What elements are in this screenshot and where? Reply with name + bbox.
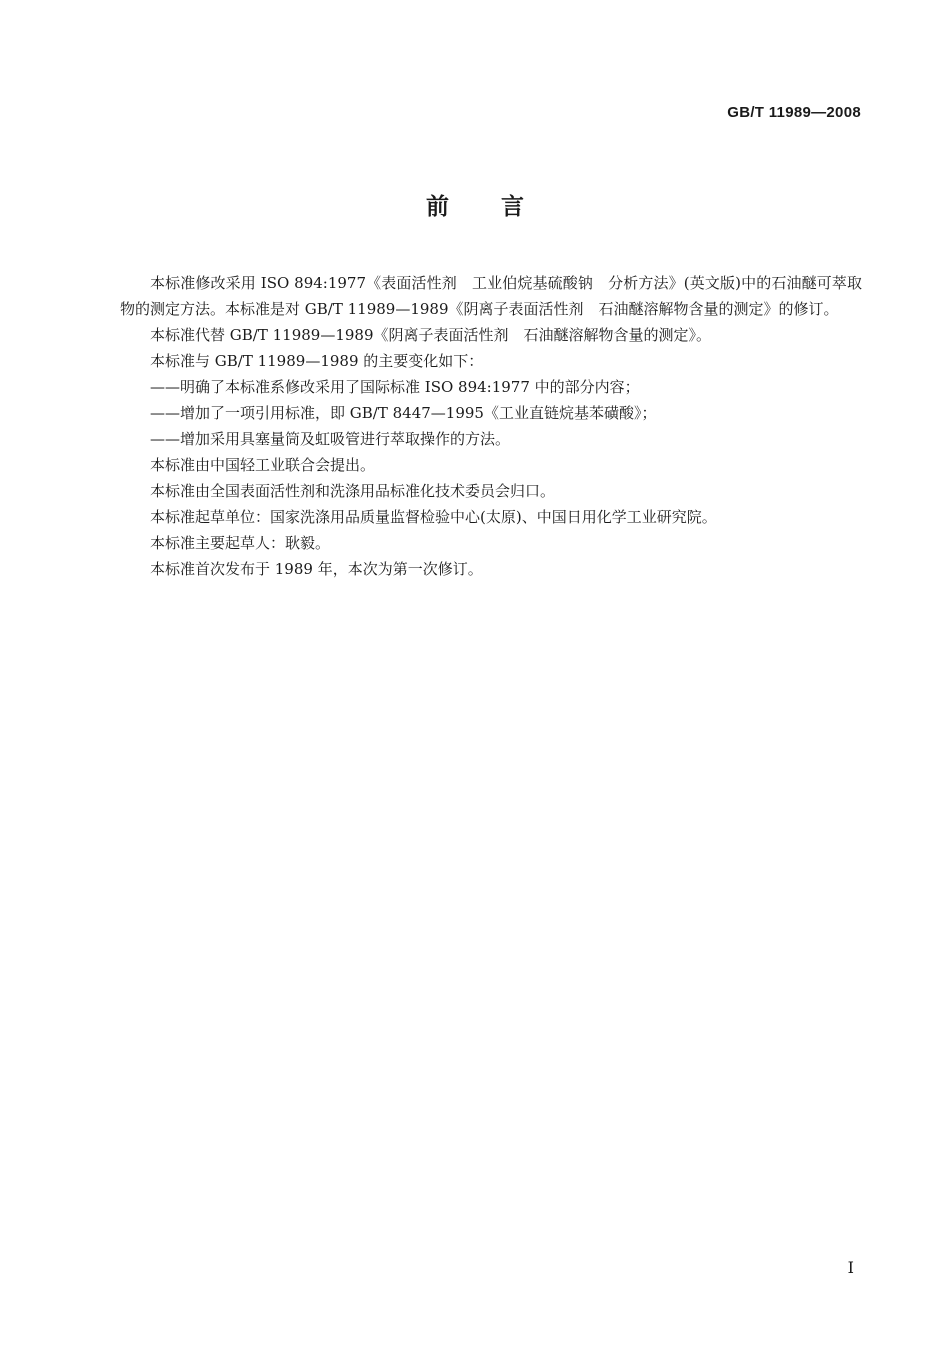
paragraph-history: 本标准首次发布于 1989 年，本次为第一次修订。	[150, 560, 483, 578]
paragraph-administered-by: 本标准由全国表面活性剂和洗涤用品标准化技术委员会归口。	[150, 482, 556, 500]
paragraph-adoption: 本标准修改采用 ISO 894:1977《表面活性剂 工业伯烷基硫酸钠 分析方法》(英文版)中的石油醚可萃取物的测定方法。本标准是对 GB/T 11989—1989《阴离子表面活性剂 石油醚溶解物含量的测定》的修订。	[120, 274, 862, 318]
page-number: I	[847, 1258, 854, 1277]
paragraph-changes-intro: 本标准与 GB/T 11989—1989 的主要变化如下：	[150, 352, 484, 370]
standard-code: GB/T 11989—2008	[727, 104, 861, 121]
list-item-change-3: ——增加采用具塞量筒及虹吸管进行萃取操作的方法。	[150, 430, 511, 448]
preface-body	[120, 270, 862, 582]
paragraph-drafting-units: 本标准起草单位：国家洗涤用品质量监督检验中心(太原)、中国日用化学工业研究院。	[150, 508, 717, 526]
list-item-change-2: ——增加了一项引用标准，即 GB/T 8447—1995《工业直链烷基苯磺酸》；	[150, 404, 657, 422]
list-item-change-1: ——明确了本标准系修改采用了国际标准 ISO 894:1977 中的部分内容；	[150, 378, 640, 396]
paragraph-replaces: 本标准代替 GB/T 11989—1989《阴离子表面活性剂 石油醚溶解物含量的测定》。	[150, 326, 711, 344]
paragraph-drafters: 本标准主要起草人：耿毅。	[150, 534, 331, 552]
page-title: 前言	[426, 194, 576, 220]
paragraph-proposed-by: 本标准由中国轻工业联合会提出。	[150, 456, 376, 474]
